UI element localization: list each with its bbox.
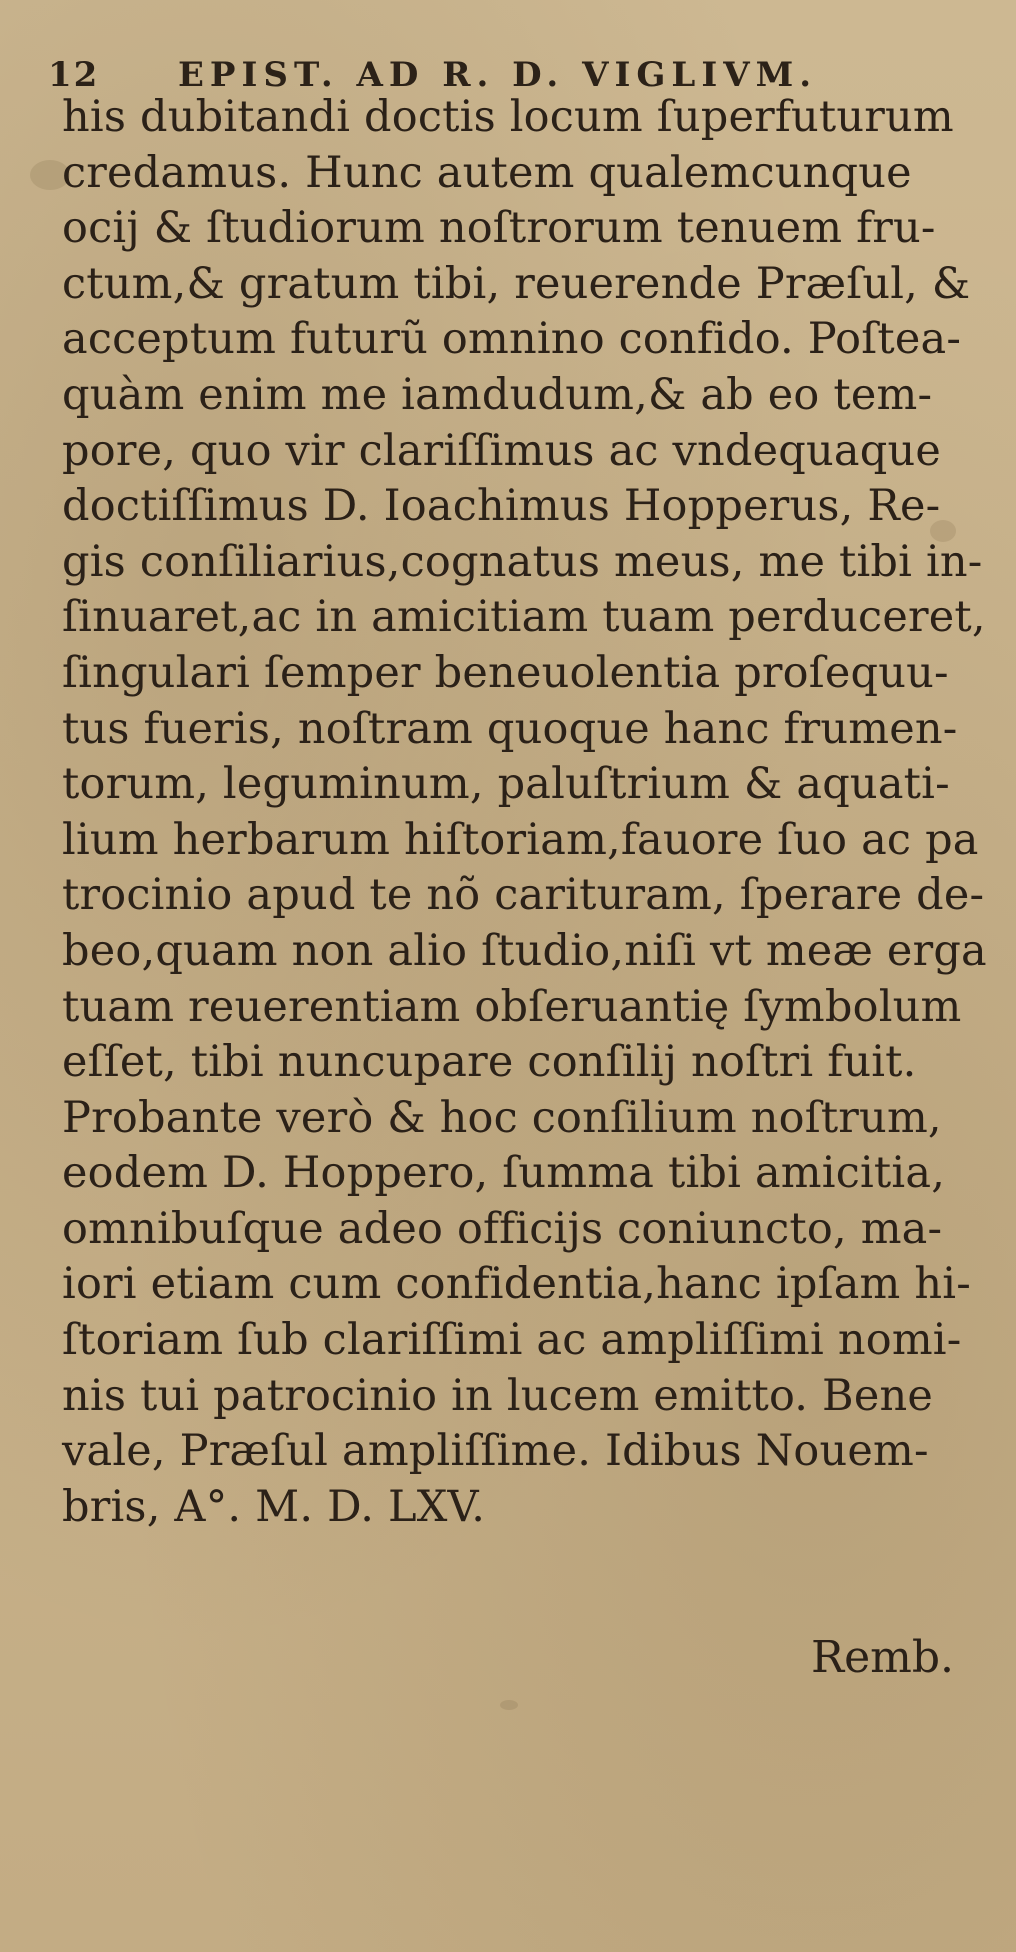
text-line: gis conſiliarius,cognatus meus, me tibi in- xyxy=(62,536,983,587)
paper-stain xyxy=(500,1700,518,1710)
text-line: iori etiam cum confidentia,hanc ipſam hi- xyxy=(62,1259,971,1310)
text-line: his dubitandi doctis locum ſuperfuturum xyxy=(62,92,954,142)
text-line: omnibuſque adeo officijs coniuncto, ma- xyxy=(62,1203,943,1254)
letter-body xyxy=(62,90,987,1535)
running-title: EPIST. AD R. D. VIGLIVM. xyxy=(178,55,818,95)
text-line: torum, leguminum, paluſtrium & aquati- xyxy=(62,759,950,810)
page-number: 12 xyxy=(48,55,100,95)
text-line: eodem D. Hoppero, ſumma tibi amicitia, xyxy=(62,1148,946,1199)
text-line: eſſet, tibi nuncupare conſilij noſtri fuit. xyxy=(62,1037,917,1088)
text-line: trocinio apud te nõ carituram, ſperare de- xyxy=(62,870,985,921)
text-line: ſingulari ſemper beneuolentia proſequu- xyxy=(62,647,949,698)
text-line: tuam reuerentiam obſeruantię ſymbolum xyxy=(62,981,962,1032)
text-line: ocij & ſtudiorum noſtrorum tenuem fru- xyxy=(62,203,936,254)
text-line: pore, quo vir clariſſimus ac vndequaque xyxy=(62,425,942,476)
text-line: acceptum futurũ omnino confido. Poſtea- xyxy=(62,314,962,365)
text-line: ſinuaret,ac in amicitiam tuam perduceret, xyxy=(62,592,986,643)
catchword: Remb. xyxy=(810,1632,954,1683)
text-line: beo,quam non alio ſtudio,niſi vt meæ erga xyxy=(62,925,987,976)
text-line: doctiſſimus D. Ioachimus Hopperus, Re- xyxy=(62,481,941,532)
text-line: Probante verò & hoc conſilium noſtrum, xyxy=(62,1092,942,1143)
text-line: tus fueris, noſtram quoque hanc frumen- xyxy=(62,703,958,754)
text-line: quàm enim me iamdudum,& ab eo tem- xyxy=(62,369,933,420)
text-line: vale, Præſul ampliſſime. Idibus Nouem- xyxy=(62,1426,929,1477)
text-line: nis tui patrocinio in lucem emitto. Bene xyxy=(62,1370,934,1421)
text-line: ſtoriam ſub clariſſimi ac ampliſſimi nomi- xyxy=(62,1315,962,1366)
text-line: lium herbarum hiſtoriam,fauore ſuo ac pa xyxy=(62,814,979,865)
text-line: bris, A°. M. D. LXV. xyxy=(62,1481,486,1532)
text-line: credamus. Hunc autem qualemcunque xyxy=(62,147,912,198)
text-line: ctum,& gratum tibi, reuerende Præſul, & xyxy=(62,258,971,309)
